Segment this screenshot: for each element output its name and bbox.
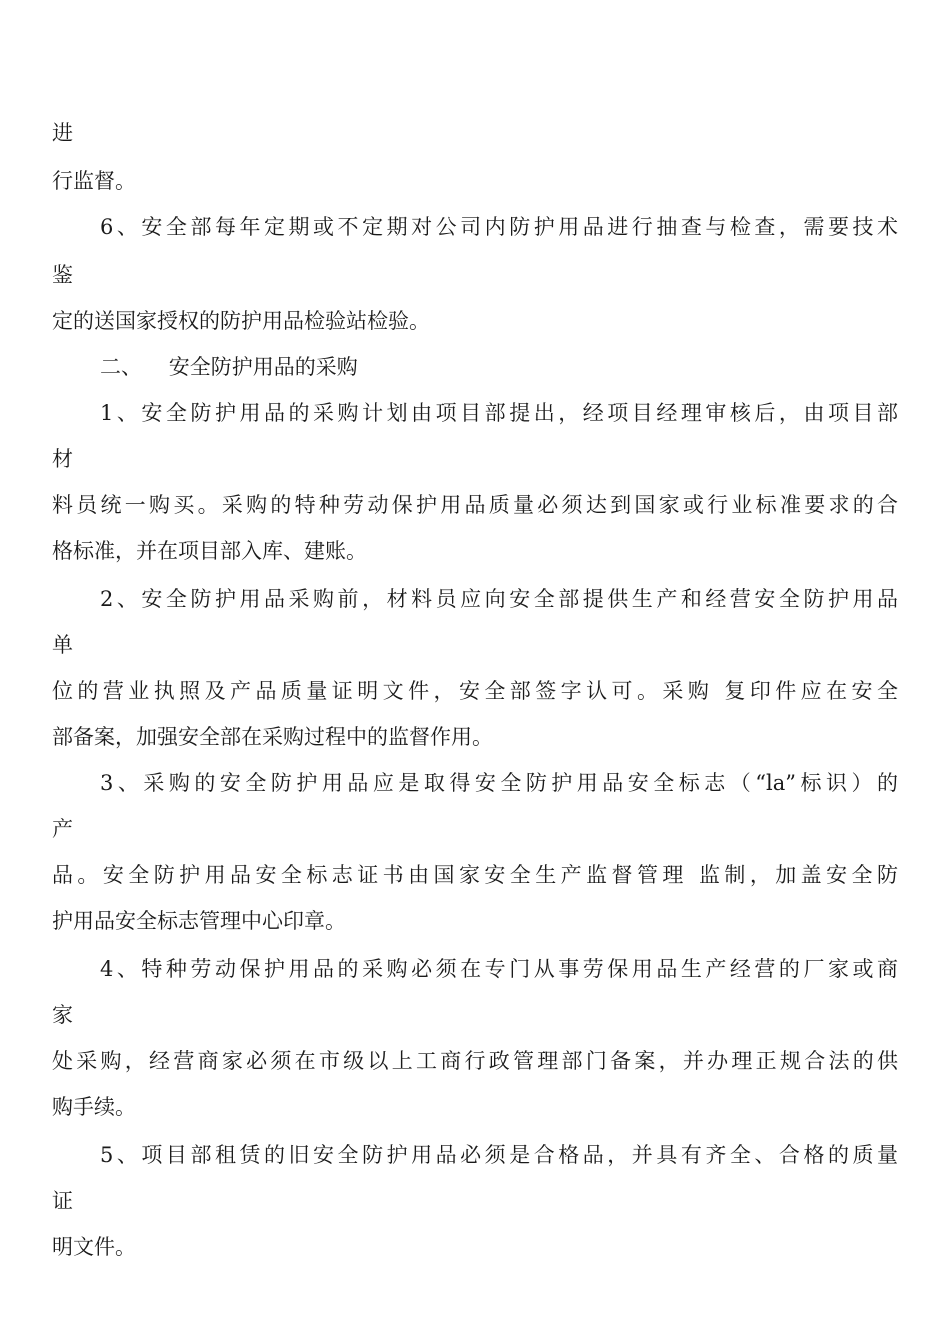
text-line-9: 料员统一购买。采购的特种劳动保护用品质量必须达到国家或行业标准要求的合: [52, 493, 898, 517]
text-line-25: 明文件。: [52, 1235, 136, 1259]
text-line-10: 格标准，并在项目部入库、建账。: [52, 539, 367, 563]
text-line-4: 鉴: [52, 263, 73, 287]
text-line-24: 证: [52, 1189, 73, 1213]
text-line-8: 材: [52, 447, 73, 471]
text-line-12: 单: [52, 633, 73, 657]
paragraph-5-line-1: 5、项目部租赁的旧安全防护用品必须是合格品，并具有齐全、合格的质量: [100, 1143, 898, 1167]
text-line-18: 护用品安全标志管理中心印章。: [52, 909, 346, 933]
paragraph-6-line-1: 6、安全部每年定期或不定期对公司内防护用品进行抽查与检查，需要技术: [100, 215, 898, 239]
paragraph-4-line-1: 4、特种劳动保护用品的采购必须在专门从事劳保用品生产经营的厂家或商: [100, 957, 898, 981]
text-line-22: 购手续。: [52, 1095, 136, 1119]
paragraph-1-line-1: 1、安全防护用品的采购计划由项目部提出，经项目经理审核后，由项目部: [100, 401, 898, 425]
text-line-2: 行监督。: [52, 169, 136, 193]
text-line-17: 品。安全防护用品安全标志证书由国家安全生产监督管理 监制，加盖安全防: [52, 863, 898, 887]
text-line-5: 定的送国家授权的防护用品检验站检验。: [52, 309, 430, 333]
text-line-14: 部备案，加强安全部在采购过程中的监督作用。: [52, 725, 493, 749]
text-line-20: 家: [52, 1003, 73, 1027]
section-heading: 二、 安全防护用品的采购: [100, 355, 358, 379]
paragraph-2-line-1: 2、安全防护用品采购前，材料员应向安全部提供生产和经营安全防护用品: [100, 587, 898, 611]
paragraph-3-line-1: 3、采购的安全防护用品应是取得安全防护用品安全标志（“la”标识）的: [100, 771, 898, 795]
text-line-13: 位的营业执照及产品质量证明文件，安全部签字认可。采购 复印件应在安全: [52, 679, 898, 703]
text-line-21: 处采购，经营商家必须在市级以上工商行政管理部门备案，并办理正规合法的供: [52, 1049, 898, 1073]
text-line-1: 进: [52, 121, 73, 145]
text-line-16: 产: [52, 817, 73, 841]
